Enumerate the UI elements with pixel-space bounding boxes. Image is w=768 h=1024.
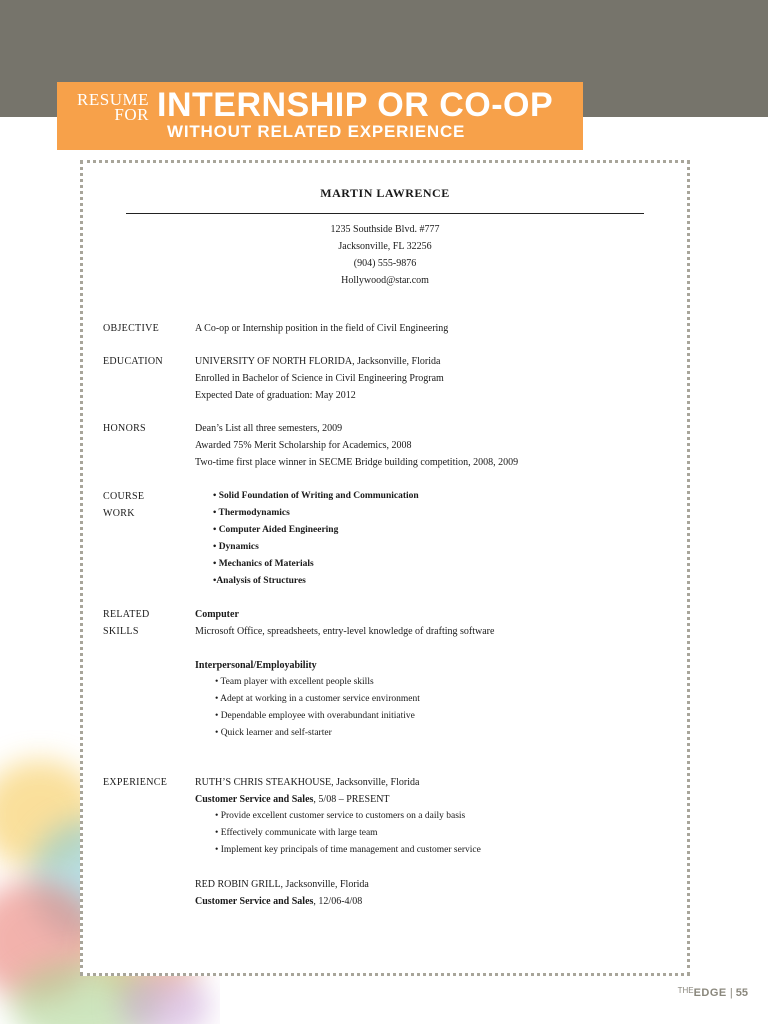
resume-for-label: RESUME FOR (77, 90, 149, 124)
course-item: •Analysis of Structures (213, 576, 306, 586)
job1-employer: RUTH’S CHRIS STEAKHOUSE, Jacksonville, Florida (195, 777, 420, 788)
honors-line: Dean’s List all three semesters, 2009 (195, 423, 343, 434)
resume-document (80, 160, 690, 976)
job2-position (195, 893, 362, 910)
objective-label: OBJECTIVE (103, 323, 160, 334)
page-number: 55 (735, 987, 748, 999)
computer-skills-heading: Computer (195, 609, 239, 620)
job1-item: • Effectively communicate with large team (215, 828, 378, 838)
footer-edge: EDGE (693, 987, 727, 999)
education-line: Expected Date of graduation: May 2012 (195, 390, 356, 401)
interpersonal-item: • Dependable employee with overabundant initiative (215, 711, 415, 721)
job2-dates: , 12/06-4/08 (313, 896, 363, 907)
interpersonal-heading: Interpersonal/Employability (195, 660, 317, 671)
job1-position (195, 791, 390, 808)
job1-item: • Provide excellent customer service to customers on a daily basis (215, 811, 466, 821)
honors-line: Two-time first place winner in SECME Bridge building competition, 2008, 2009 (195, 457, 519, 468)
experience-label: EXPERIENCE (103, 777, 168, 788)
education-label: EDUCATION (103, 356, 163, 367)
job1-dates: , 5/08 – PRESENT (313, 794, 390, 805)
email: Hollywood@star.com (341, 275, 429, 286)
computer-skills-text: Microsoft Office, spreadsheets, entry-level knowledge of drafting software (195, 626, 495, 637)
honors-label: HONORS (103, 423, 146, 434)
job2-employer: RED ROBIN GRILL, Jacksonville, Florida (195, 879, 369, 890)
interpersonal-item: • Quick learner and self-starter (215, 728, 332, 738)
course-item: • Thermodynamics (213, 508, 290, 518)
education-line: Enrolled in Bachelor of Science in Civil Engineering Program (195, 373, 444, 384)
footer-the: THE (677, 986, 694, 995)
job2-title: Customer Service and Sales (195, 896, 314, 907)
title-banner (57, 82, 583, 150)
coursework-label: COURSE (103, 491, 145, 502)
coursework-label: WORK (103, 508, 135, 519)
address-line-1: 1235 Southside Blvd. #777 (330, 224, 440, 235)
phone: (904) 555-9876 (353, 258, 417, 269)
course-item: • Mechanics of Materials (213, 559, 314, 569)
candidate-name: MARTIN LAWRENCE (320, 186, 450, 200)
course-item: • Computer Aided Engineering (213, 525, 339, 535)
interpersonal-item: • Team player with excellent people skills (215, 677, 374, 687)
footer-separator: | (729, 987, 733, 999)
contact-block (83, 221, 687, 289)
banner-title: INTERNSHIP OR CO-OP (157, 86, 554, 124)
job1-item: • Implement key principals of time management and customer service (215, 845, 481, 855)
objective-text: A Co-op or Internship position in the field of Civil Engineering (195, 323, 449, 334)
skills-label: SKILLS (103, 626, 139, 637)
education-line: UNIVERSITY OF NORTH FLORIDA, Jacksonville, Florida (195, 356, 441, 367)
skills-label: RELATED (103, 609, 150, 620)
honors-line: Awarded 75% Merit Scholarship for Academics, 2008 (195, 440, 412, 451)
name-divider (126, 213, 644, 214)
job1-title: Customer Service and Sales (195, 794, 314, 805)
course-item: • Dynamics (213, 542, 259, 552)
address-line-2: Jacksonville, FL 32256 (338, 241, 432, 252)
banner-subtitle: WITHOUT RELATED EXPERIENCE (167, 122, 466, 141)
interpersonal-item: • Adept at working in a customer service environment (215, 694, 420, 704)
page-footer (678, 986, 748, 999)
course-item: • Solid Foundation of Writing and Communication (213, 491, 419, 501)
